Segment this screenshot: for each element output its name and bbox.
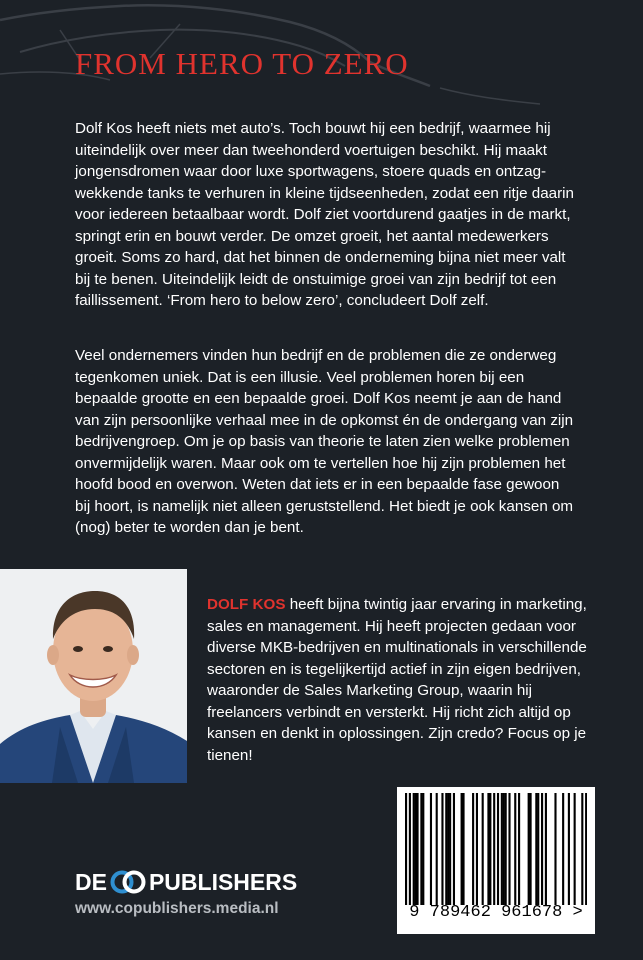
barcode-bar <box>581 793 583 905</box>
barcode-bar <box>528 793 530 905</box>
co-rings-icon <box>109 869 147 895</box>
barcode-bar <box>535 793 537 905</box>
isbn-number: 9 789462 961678 > <box>409 903 583 922</box>
barcode-bar <box>445 793 447 905</box>
barcode-bar <box>430 793 432 905</box>
barcode-bar <box>568 793 570 905</box>
author-bio-text: heeft bijna twintig jaar ervaring in marketing, sales en management. Hij heeft projecten gedaan voor diverse MKB-bedrijven en multinationals in verschillende sectoren en is tegelijkertijd actief in zijn eigen bedrijven, waaronder de Sales Marketing Group, waarin hij freelancers verbindt en versterkt. Hij richt zich altijd op kansen en denkt in oplossingen. Zijn credo? Focus op je tienen! <box>207 596 587 764</box>
publisher-logo <box>75 869 297 895</box>
barcode-bar <box>493 793 495 905</box>
barcode-bar <box>585 793 587 905</box>
barcode-bar <box>472 793 474 905</box>
barcode-bar <box>487 793 489 905</box>
barcode-bar <box>530 793 532 905</box>
barcode-bar <box>405 793 407 905</box>
barcode-bar <box>461 793 463 905</box>
barcode-bar <box>562 793 564 905</box>
barcode-bar <box>476 793 478 905</box>
barcode-bar <box>537 793 539 905</box>
barcode-bars <box>405 793 587 905</box>
publisher-website: www.copublishers.media.nl <box>75 900 279 917</box>
barcode-bar <box>554 793 556 905</box>
barcode-bar <box>436 793 438 905</box>
barcode-bar <box>574 793 576 905</box>
barcode-bar <box>518 793 520 905</box>
book-title: FROM HERO TO ZERO <box>75 46 409 81</box>
publisher-logo-publishers: PUBLISHERS <box>148 868 298 895</box>
barcode-bar <box>449 793 451 905</box>
barcode-bar <box>422 793 424 905</box>
barcode-bar <box>409 793 411 905</box>
barcode-bar <box>545 793 547 905</box>
barcode-bar <box>497 793 499 905</box>
barcode-bar <box>508 793 510 905</box>
barcode-bar <box>503 793 505 905</box>
barcode-bar <box>441 793 443 905</box>
author-bio <box>207 594 597 766</box>
barcode-bar <box>420 793 422 905</box>
blurb-paragraph-2: Veel ondernemers vinden hun bedrijf en de problemen die ze onderweg tegenkomen uniek. Dat is een illusie. Veel problemen horen bij een bepaalde grootte en een bepaalde groei. Dolf Kos neemt je aan de hand van zijn persoonlijke verhaal mee in de opkomst én de ondergang van zijn bedrijvengroep. Om je op basis van theorie te laten zien welke problemen onvermijdelijk waren. Maar ook om te vertellen hoe hij zijn problemen het hoofd bood en overwon. Weten dat iets er in een bepaalde fase gewoon bij hoort, is namelijk niet alleen geruststellend. Het biedt je ook kansen om (nog) beter te worden dan je bent. <box>75 347 574 536</box>
barcode-bar <box>416 793 418 905</box>
barcode-bar <box>489 793 491 905</box>
isbn-barcode <box>397 787 595 934</box>
barcode-bar <box>482 793 484 905</box>
barcode-bar <box>413 793 415 905</box>
barcode-bar <box>415 793 417 905</box>
publisher-logo-de: DE <box>75 868 107 895</box>
author-name: DOLF KOS <box>207 596 286 613</box>
barcode-bar <box>501 793 503 905</box>
barcode-bar <box>514 793 516 905</box>
barcode-bar <box>447 793 449 905</box>
barcode-bar <box>462 793 464 905</box>
barcode-bar <box>541 793 543 905</box>
barcode-bar <box>453 793 455 905</box>
author-photo <box>0 569 187 783</box>
barcode-bar <box>505 793 507 905</box>
blurb-paragraph-1: Dolf Kos heeft niets met auto’s. Toch bouwt hij een bedrijf, waarmee hij uiteindelijk over meer dan tweehonderd voertuigen beschikt. Hij maakt jongensdromen waar door luxe sportwagens, stoere quads en ontzag-wekkende tanks te verhuren in kleine tijdseenheden, zodat een ritje daarin voor iedereen betaalbaar wordt. Dolf ziet voortdurend gaatjes in de markt, springt erin en bouwt verder. De omzet groeit, het aantal medewerkers groeit. Soms zo hard, dat het binnen de onderneming bijna niet meer valt bij te benen. Uiteindelijk leidt de onstuimige groei van zijn bedrijf tot een faillissement. ‘From hero to below zero’, concludeert Dolf zelf. <box>75 120 574 309</box>
